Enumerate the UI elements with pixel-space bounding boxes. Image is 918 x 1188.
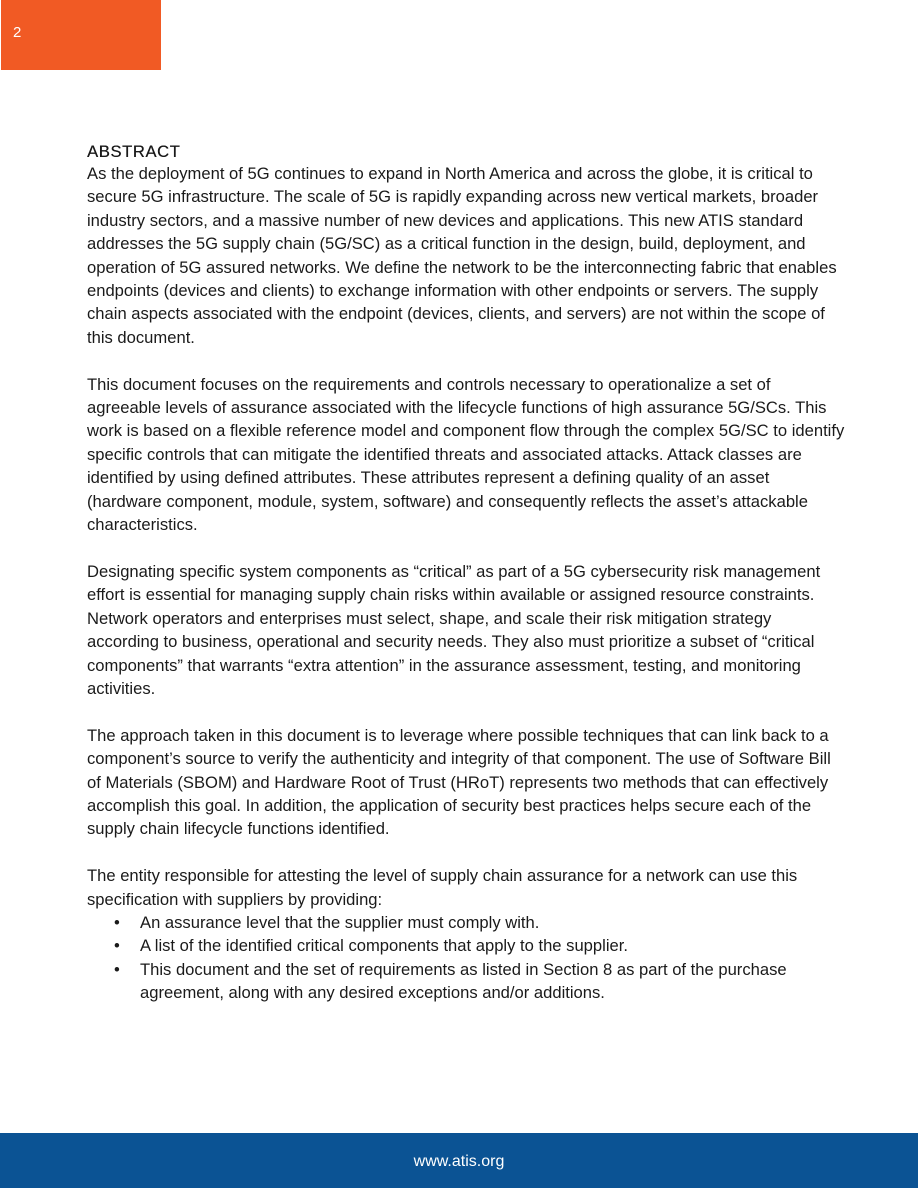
abstract-paragraph-5: The entity responsible for attesting the level of supply chain assurance for a network can use this specification with suppliers by providing: bbox=[87, 866, 798, 909]
requirements-bullet-list bbox=[87, 911, 847, 1005]
abstract-heading: ABSTRACT bbox=[87, 142, 181, 161]
footer-url-link[interactable]: www.atis.org bbox=[413, 1153, 505, 1170]
page-number: 2 bbox=[13, 24, 22, 41]
bullet-icon: • bbox=[114, 936, 120, 956]
abstract-paragraph-3: Designating specific system components as “critical” as part of a 5G cybersecurity risk management effort is essential for managing supply chain risks within available or assigned resource constraints. Network operators and enterprises must select, shape, and scale their risk mitigation strategy according to business, operational and security needs. They also must prioritize a subset of “critical components” that warrants “extra attention” in the assurance assessment, testing, and monitoring activities. bbox=[87, 561, 821, 698]
bullet-icon: • bbox=[114, 912, 120, 932]
list-item bbox=[87, 934, 847, 957]
list-item-text: This document and the set of requirements as listed in Section 8 as part of the purchase agreement, along with any desired exceptions and/or additions. bbox=[140, 959, 787, 1003]
bullet-icon: • bbox=[114, 959, 120, 979]
abstract-paragraph-1: As the deployment of 5G continues to expand in North America and across the globe, it is critical to secure 5G infrastructure. The scale of 5G is rapidly expanding across new vertical markets, broader industry sectors, and a massive number of new devices and applications. This new ATIS standard addresses the 5G supply chain (5G/SC) as a critical function in the design, build, deployment, and operation of 5G assured networks. We define the network to be the interconnecting fabric that enables endpoints (devices and clients) to exchange information with other endpoints or servers. The supply chain aspects associated with the endpoint (devices, clients, and servers) are not within the scope of this document. bbox=[87, 164, 837, 347]
list-item-text: An assurance level that the supplier must comply with. bbox=[140, 912, 540, 932]
list-item bbox=[87, 958, 847, 1005]
page-number-tab bbox=[1, 0, 161, 70]
document-body bbox=[87, 141, 847, 1005]
list-item bbox=[87, 911, 847, 934]
abstract-paragraph-4: The approach taken in this document is to leverage where possible techniques that can link back to a component’s source to verify the authenticity and integrity of that component. The use of Software Bill of Materials (SBOM) and Hardware Root of Trust (HRoT) represents two methods that can effectively accomplish this goal. In addition, the application of security best practices helps secure each of the supply chain lifecycle functions identified. bbox=[87, 725, 831, 839]
abstract-paragraph-2: This document focuses on the requirements and controls necessary to operationalize a set of agreeable levels of assurance associated with the lifecycle functions of high assurance 5G/SCs. This work is based on a flexible reference model and component flow through the complex 5G/SC to identify specific controls that can mitigate the identified threats and associated attacks. Attack classes are identified by using defined attributes. These attributes represent a defining quality of an asset (hardware component, module, system, software) and consequently reflects the asset’s attackable characteristics. bbox=[87, 374, 845, 535]
list-item-text: A list of the identified critical components that apply to the supplier. bbox=[140, 936, 628, 956]
footer-bar bbox=[0, 1133, 918, 1188]
